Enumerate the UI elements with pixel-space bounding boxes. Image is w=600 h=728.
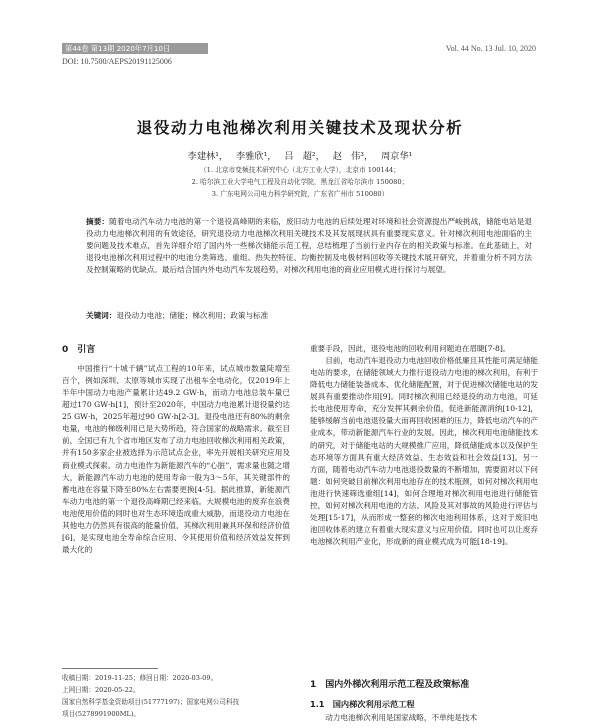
section-heading-introduction: 0 引言 [62, 345, 96, 355]
author-list [0, 151, 600, 163]
abstract-label: 摘要： [86, 217, 110, 226]
paragraph: 中国推行“十城千辆”试点工程的10年来，试点城市数量陡增至百个，例如深圳、太原等城市实现了出租车全电动化，仅2019年上半年中国动力电池产量累计达49.2 GW·h，而动力电池总装车量已超过170 GW·h[1]，预计至2020年，中国动力电池累计退役量约达25 GW·h，2025年超过90 GW·h[2-3]。退役电池还有80%的剩余电量，电池的梯级利用已是大势所趋，符合国家的战略需求。截至目前，全国已有九个省市地区发布了动力电池回收梯次利用相关政策，并有150多家企业被选择为示范试点企业，率先开展相关研究应用及商业模式探索。动力电池作为新能源汽车的“心脏”，需求量也随之增大，新能源汽车动力电池的使用寿命一般为3～5年，其关键部件的蓄电池在容量下降至80%左右需要更换[4-5]。据此推算，新能源汽车动力电池的第一个退役高峰期已经来临。大规模电池的废弃在浪费电池使用价值的同时也对生态环境造成重大威胁，而退役动力电池在其他电力仍然具有很高的能量价值，其梯次利用兼具环保和经济价值[6]，是实现电池全寿命综合应用、令其使用价值和经济效益发挥到最大化的 [62, 364, 290, 554]
footnote-divider [62, 668, 158, 669]
section-heading-demo-projects: 1 国内外梯次利用示范工程及政策标准 [310, 680, 470, 690]
keywords-label: 关键词： [86, 311, 117, 320]
author: 李建林¹， [187, 151, 229, 162]
keywords-text: 退役动力电池；储能；梯次利用；政策与标准 [116, 311, 269, 320]
author: 周京华¹ [381, 151, 413, 162]
footnote: 国家自然科学基金资助项目(51777197)；国家电网公司科技 [62, 698, 240, 706]
affiliation: 3. 广东电网公司电力科学研究院，广东省广州市 510080） [211, 190, 389, 198]
keywords [86, 310, 532, 322]
doi: DOI: 10.7500/AEPS20191125006 [62, 57, 172, 66]
author: 吕 超²， [284, 151, 325, 162]
issue-label: 第44卷 第13期 2020年7月10日 [65, 44, 171, 53]
footnote: 项目(5278991900ML)。 [62, 710, 141, 718]
affiliation: 2. 哈尔滨工业大学电气工程及自动化学院，黑龙江省哈尔滨市 150080； [191, 178, 409, 186]
footnote: 收稿日期：2019-11-25；修回日期：2020-03-09。 [62, 674, 218, 682]
abstract [86, 216, 532, 276]
author: 李雅欣¹， [236, 151, 277, 162]
paragraph: 目前，电动汽车退役动力电池回收价格低廉且其性能可满足储能电站的要求，在储能领域大力推行退役动力电池的梯次利用，有利于降低电力储能装备成本、优化储能配置，对于促进梯次储能电站的发展具有重要推动作用[9]。同时梯次利用已经退役的动力电池，可延长电池使用寿命，充分发挥其剩余价值，促进新能源消纳[10-12]，能够缓解当前电池退役量大而再回收困难的压力，降低电动汽车的产业成本，带动新能源汽车行业的发展。因此，梯次利用电池储能技术的研究，对于储能电站的大规模推广应用，降低储能成本以及保护生态环境等方面具有重大经济效益、生态效益和社会效益[13]。另一方面，随着电动汽车动力电池退役数量的不断增加，需要面对以下问题：如何突破目前梯次利用电池存在的技术瓶颈，如何对梯次利用电池进行快速筛选重组[14]，如何合理地对梯次利用电池进行储能管控，如何对梯次利用电池的方法、风险及其对事故的风险进行评估与处理[15-17]，从而形成一整套的梯次电池利用体系，这对于废旧电池回收体系的建立有着重大现实意义与应用价值。同时也可以让废弃电池梯次利用产业化，形成新的商业模式成为可能[18-19]。 [310, 356, 538, 546]
abstract-text: 随着电动汽车动力电池的第一个退役高峰期的来临，废旧动力电池的后续处理对环境和社会资源提出严峻挑战，储能电站是退役动力电池梯次利用的有效途径，研究退役动力电池梯次利用关键技术及其发展现状具有重要现实意义。针对梯次利用电池面临的主要问题及技术难点，首先详细介绍了国内外一些梯次储能示范工程，总结梳理了当前行业内存在的相关政策与标准。在此基础上，对退役电池梯次利用过程中的电池分类筛选、重组、热失控特征、均衡控制及电极材料回收等关键技术展开研究，并着重分析不同方法及控制策略的优缺点。最后结合国内外电动汽车发展趋势，对梯次利用电池的商业应用模式进行探讨与展望。 [86, 217, 532, 275]
right-column [310, 343, 538, 548]
subsection-heading-domestic: 1.1 国内梯次利用示范工程 [310, 699, 415, 709]
author: 赵 伟³， [332, 151, 374, 162]
paragraph: 动力电池梯次利用是国家战略，不单纯是技术 [325, 713, 478, 722]
subsection-first-line [310, 712, 538, 724]
issue-label-en: Vol. 44 No. 13 Jul. 10, 2020 [445, 44, 536, 53]
left-column [62, 363, 290, 556]
affiliation: （1. 北京市变频技术研究中心（北方工业大学），北京市 100144； [200, 166, 400, 174]
footnote: 上网日期：2020-05-22。 [62, 686, 140, 694]
journal-issue-bar [62, 43, 208, 54]
paragraph: 重要手段，因此，退役电池的回收利用问题迫在眉睫[7-8]。 [310, 344, 511, 353]
paper-title: 退役动力电池梯次利用关键技术及现状分析 [136, 119, 464, 137]
